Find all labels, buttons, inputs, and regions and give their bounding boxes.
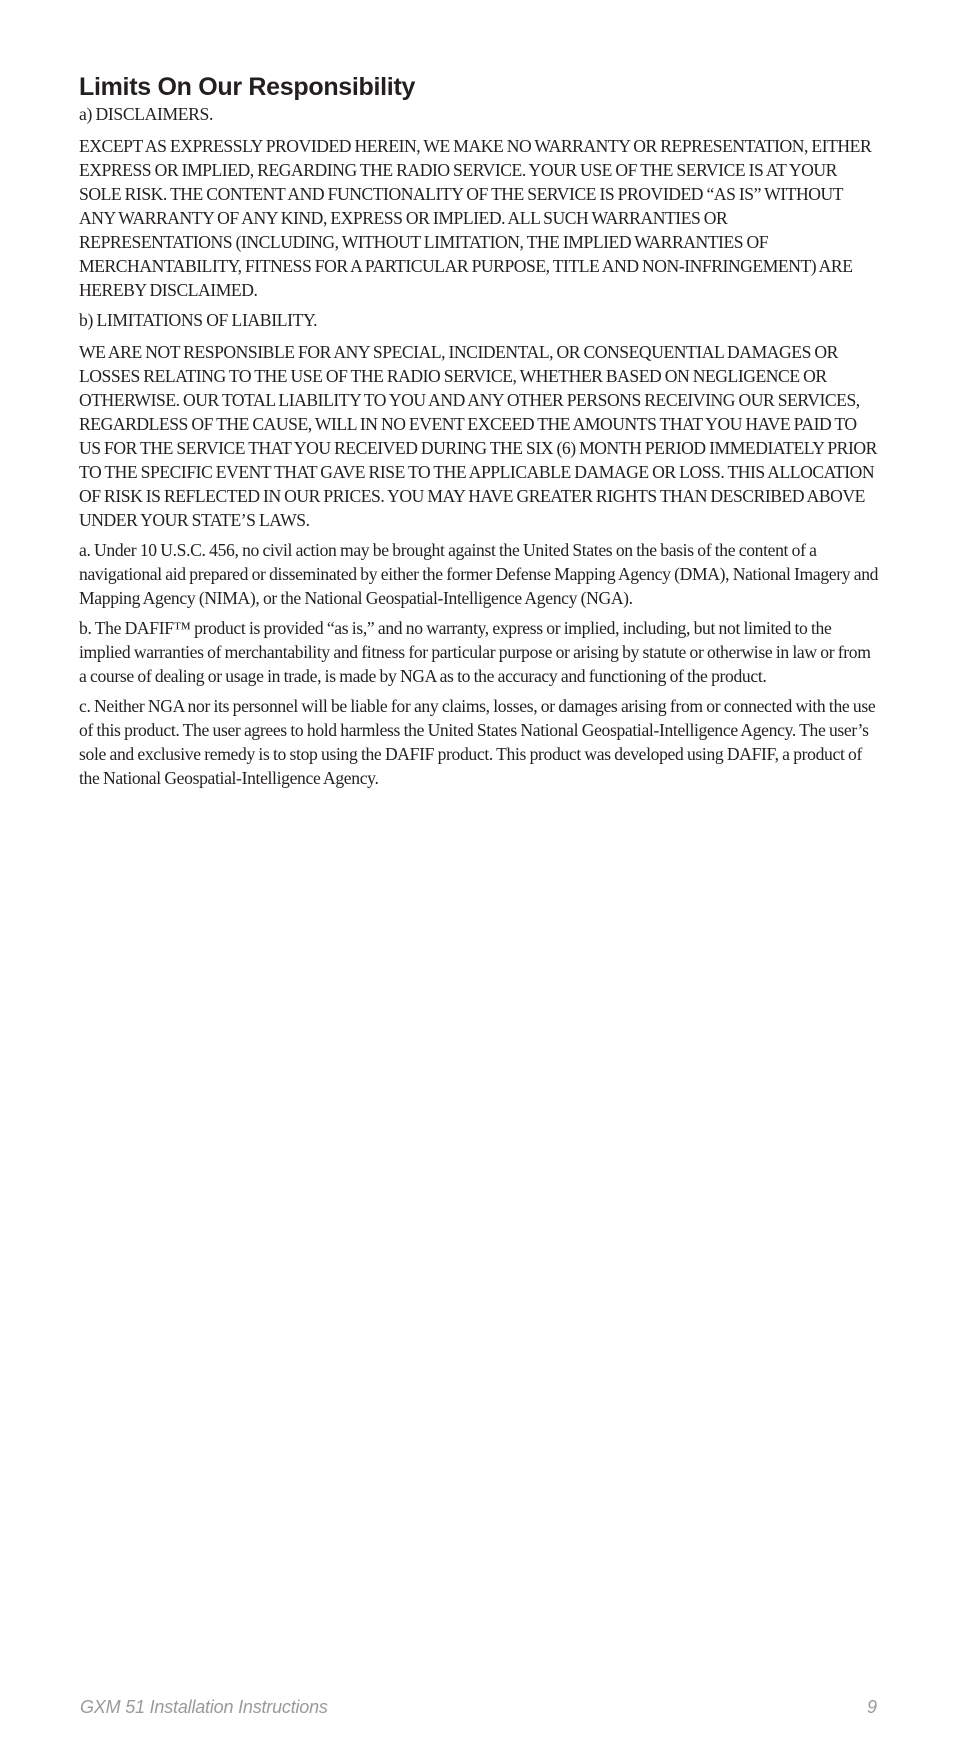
limitations-label: b) LIMITATIONS OF LIABILITY. xyxy=(79,310,318,330)
note-c-paragraph: c. Neither NGA nor its personnel will be liable for any claims, losses, or damages arising from or connected with the use of this product. The user agrees to hold harmless the United States National Geospatial-Intelligence Agency. The user’s sole and exclusive remedy is to stop using the DAFIF product. This product was developed using DAFIF, a product of the National Geospatial-Intelligence Agency. xyxy=(79,696,876,788)
section-heading: Limits On Our Responsibility xyxy=(79,73,416,101)
footer-document-title: GXM 51 Installation Instructions xyxy=(80,1697,328,1717)
note-a-paragraph: a. Under 10 U.S.C. 456, no civil action may be brought against the United States on the basis of the content of a navigational aid prepared or disseminated by either the former Defense Mapping Agency (DMA), National Imagery and Mapping Agency (NIMA), or the National Geospatial-Intelligence Agency (NGA). xyxy=(79,540,879,608)
note-b-paragraph: b. The DAFIF™ product is provided “as is,” and no warranty, express or implied, including, but not limited to the implied warranties of merchantability and fitness for particular purpose or arising by statute or otherwise in law or from a course of dealing or usage in trade, is made by NGA as to the accuracy and functioning of the product. xyxy=(79,618,871,686)
footer-page-number: 9 xyxy=(866,1697,877,1717)
limitations-paragraph: WE ARE NOT RESPONSIBLE FOR ANY SPECIAL, INCIDENTAL, OR CONSEQUENTIAL DAMAGES OR LOSSES RELATING TO THE USE OF THE RADIO SERVICE, WHETHER BASED ON NEGLIGENCE OR OTHERWISE. OUR TOTAL LIABILITY TO YOU AND ANY OTHER PERSONS RECEIVING OUR SERVICES, REGARDLESS OF THE CAUSE, WILL IN NO EVENT EXCEED THE AMOUNTS THAT YOU HAVE PAID TO US FOR THE SERVICE THAT YOU RECEIVED DURING THE SIX (6) MONTH PERIOD IMMEDIATELY PRIOR TO THE SPECIFIC EVENT THAT GAVE RISE TO THE APPLICABLE DAMAGE OR LOSS. THIS ALLOCATION OF RISK IS REFLECTED IN OUR PRICES. YOU MAY HAVE GREATER RIGHTS THAN DESCRIBED ABOVE UNDER YOUR STATE’S LAWS. xyxy=(79,342,877,530)
disclaimers-paragraph: EXCEPT AS EXPRESSLY PROVIDED HEREIN, WE MAKE NO WARRANTY OR REPRESENTATION, EITHER EXPRESS OR IMPLIED, REGARDING THE RADIO SERVICE. YOUR USE OF THE SERVICE IS AT YOUR SOLE RISK. THE CONTENT AND FUNCTIONALITY OF THE SERVICE IS PROVIDED “AS IS” WITHOUT ANY WARRANTY OF ANY KIND, EXPRESS OR IMPLIED. ALL SUCH WARRANTIES OR REPRESENTATIONS (INCLUDING, WITHOUT LIMITATION, THE IMPLIED WARRANTIES OF MERCHANTABILITY, FITNESS FOR A PARTICULAR PURPOSE, TITLE AND NON-INFRINGEMENT) ARE HEREBY DISCLAIMED. xyxy=(79,136,872,300)
disclaimers-label: a) DISCLAIMERS. xyxy=(79,104,214,124)
page-content xyxy=(79,72,879,796)
